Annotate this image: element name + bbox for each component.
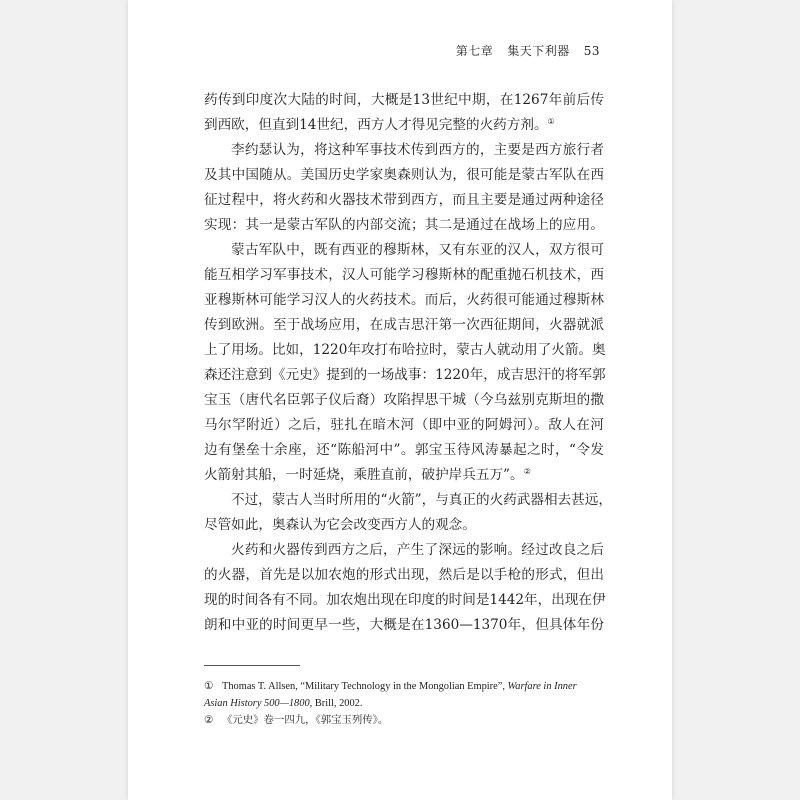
text-line: 征过程中，将火药和火器技术带到西方，而且主要是通过两种途径 [204, 192, 604, 208]
paragraph-start: 不过，蒙古人当时所用的“火箭”，与真正的火药武器相去甚远， [231, 492, 612, 508]
text-line: 传到欧洲。至于战场应用，在成吉思汗第一次西征期间，火器就派 [204, 317, 604, 333]
footnote-divider [204, 665, 300, 666]
text-line: 实现：其一是蒙古军队的内部交流；其二是通过在战场上的应用。 [204, 217, 604, 233]
chapter-title: 集天下利器 [507, 44, 570, 58]
text-line: 及其中国随从。美国历史学家奥森则认为，很可能是蒙古军队在西 [204, 167, 604, 183]
footnote-mark: ① [204, 681, 214, 692]
text-line: 上了用场。比如，1220年攻打布哈拉时，蒙古人就动用了火箭。奥 [204, 342, 606, 358]
footnote-ref-2: ② [523, 467, 531, 476]
footnote-1: ① Thomas T. Allsen, “Military Technology in the Mongolian Empire”, Warfare in Inner [204, 678, 604, 695]
footnote-mark: ② [204, 715, 214, 726]
footnote-1-continued: Asian History 500—1800, Brill, 2002. [204, 698, 363, 709]
text-line: 马尔罕附近）之后，驻扎在暗木河（即中亚的阿姆河）。敌人在河 [204, 417, 604, 433]
footnotes [204, 678, 604, 729]
text-line: 尽管如此，奥森认为它会改变西方人的观念。 [204, 517, 476, 533]
page-number: 53 [583, 44, 600, 58]
text-line: 能互相学习军事技术，汉人可能学习穆斯林的配重抛石机技术，西 [204, 267, 604, 283]
text-line: 的火器，首先是以加农炮的形式出现，然后是以手枪的形式，但出 [204, 567, 604, 583]
paragraph-start: 李约瑟认为，将这种军事技术传到西方的，主要是西方旅行者 [231, 142, 604, 158]
footnote-ref-1: ① [547, 117, 555, 126]
text-line: 边有堡垒十余座，还“陈船河中”。郭宝玉待风涛暴起之时，“令发 [204, 442, 604, 458]
paragraph-start: 蒙古军队中，既有西亚的穆斯林，又有东亚的汉人，双方很可 [231, 242, 604, 258]
body-text [204, 88, 612, 638]
text-line: 火箭射其船，一时延烧，乘胜直前，破护岸兵五万”。② [204, 467, 531, 483]
book-page [128, 0, 672, 800]
text-line: 森还注意到《元史》提到的一场战事：1220年，成吉思汗的将军郭 [204, 367, 606, 383]
text-line: 亚穆斯林可能学习汉人的火药技术。而后，火药很可能通过穆斯林 [204, 292, 604, 308]
running-head [456, 42, 600, 59]
text-line: 现的时间各有不同。加农炮出现在印度的时间是1442年，出现在伊 [204, 592, 606, 608]
chapter-number: 第七章 [455, 44, 494, 58]
text-line: 朗和中亚的时间更早一些，大概是在1360—1370年，但具体年份 [204, 617, 604, 633]
text-line: 到西欧，但直到14世纪，西方人才得见完整的火药方剂。① [204, 117, 555, 133]
text-line: 宝玉（唐代名臣郭子仪后裔）攻陷捍思干城（今乌兹别克斯坦的撒 [204, 392, 604, 408]
footnote-2: ② 《元史》卷一四九，《郭宝玉列传》。 [204, 712, 604, 729]
text-line: 药传到印度次大陆的时间，大概是13世纪中期，在1267年前后传 [204, 92, 604, 108]
paragraph-start: 火药和火器传到西方之后，产生了深远的影响。经过改良之后 [231, 542, 604, 558]
